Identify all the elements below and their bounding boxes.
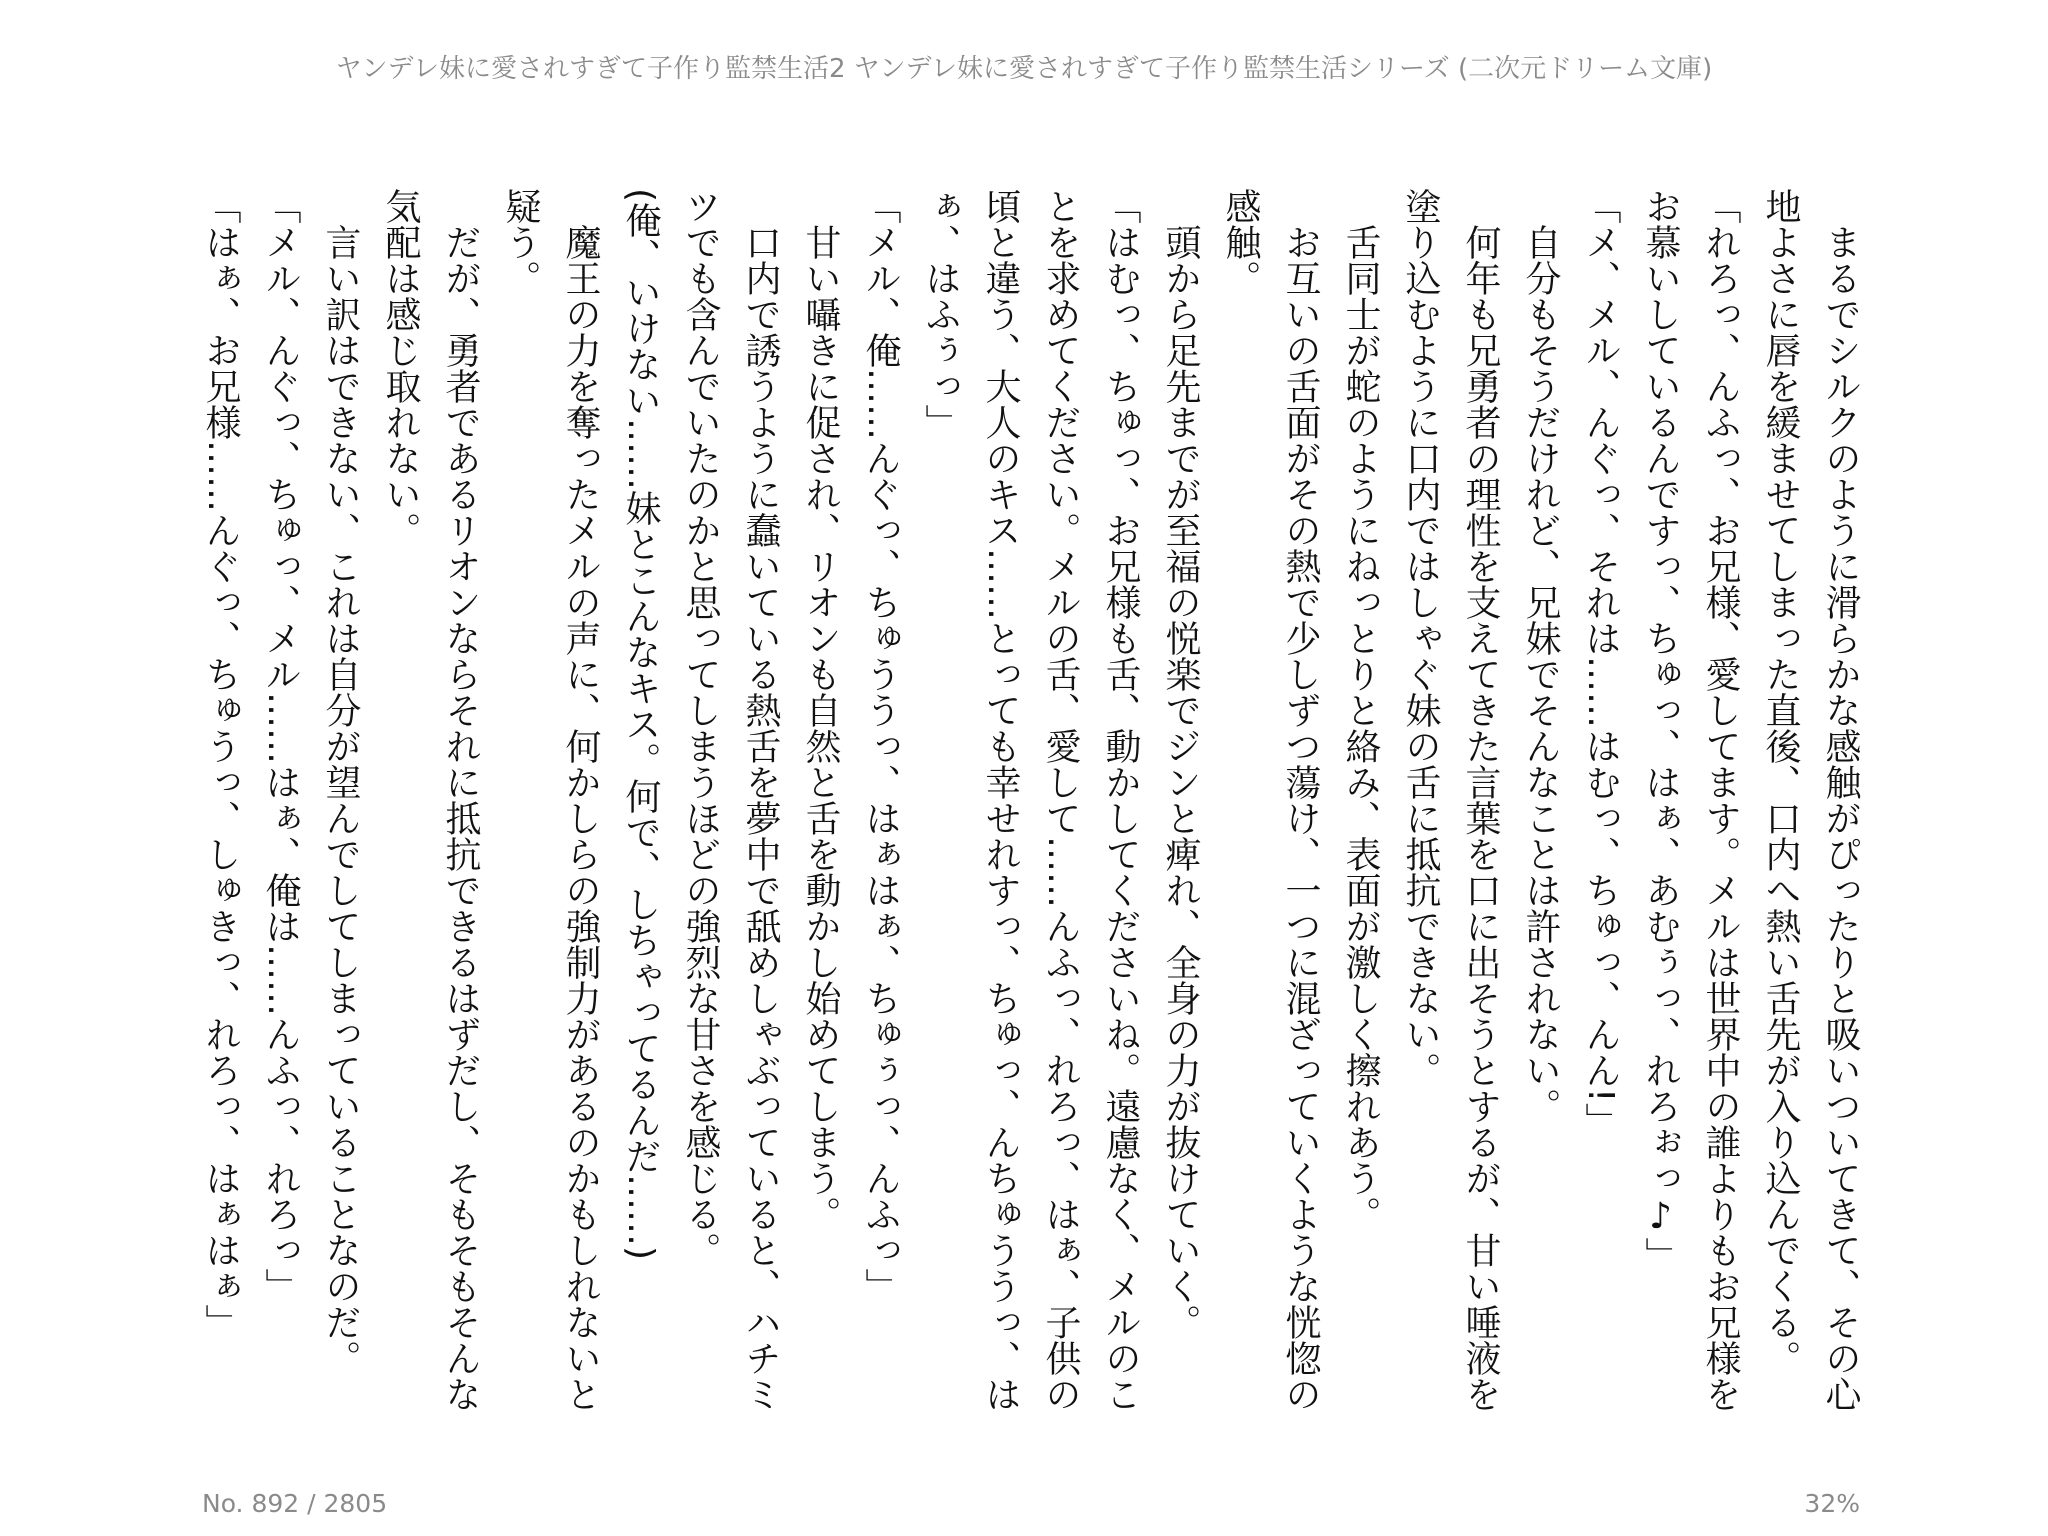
paragraph: 「れろっ、んふっ、お兄様、愛してます。メルは世界中の誰よりもお兄様をお慕いしているんですっ、ちゅっ、はぁ、あむぅっ、れろぉっ♪」 [1640, 188, 1741, 1412]
paragraph: 「メル、俺……んぐっ、ちゅううっ、はぁはぁ、ちゅぅっ、んふっ」 [860, 188, 901, 1304]
paragraph: 舌同士が蛇のようにねっとりと絡み、表面が激しく擦れあう。 [1340, 224, 1381, 1232]
paragraph: 「メ、メル、んぐっ、それは……はむっ、ちゅっ、んん!」 [1580, 188, 1621, 1139]
paragraph: 「はむっ、ちゅっ、お兄様も舌、動かしてくださいね。遠慮なく、メルのことを求めてください。メルの舌、愛して……んふっ、れろっ、はぁ、子供の頃と違う、大人のキス……とっても幸せれすっ、ちゅっ、んちゅううっ、はぁ、はふぅっ」 [920, 188, 1141, 1412]
book-title: ヤンデレ妹に愛されすぎて子作り監禁生活2 ヤンデレ妹に愛されすぎて子作り監禁生活シリーズ (二次元ドリーム文庫) [335, 54, 1713, 84]
paragraph: 頭から足先までが至福の悦楽でジンと痺れ、全身の力が抜けていく。 [1160, 224, 1201, 1340]
paragraph: だが、勇者であるリオンならそれに抵抗できるはずだし、そもそもそんな気配は感じ取れない。 [380, 188, 481, 1412]
paragraph: まるでシルクのように滑らかな感触がぴったりと吸いついてきて、その心地よさに唇を緩ませてしまった直後、口内へ熱い舌先が入り込んでくる。 [1760, 188, 1861, 1412]
paragraph: 口内で誘うように蠢いている熱舌を夢中で舐めしゃぶっていると、ハチミツでも含んでいたのかと思ってしまうほどの強烈な甘さを感じる。 [680, 188, 781, 1412]
page-text[interactable] [200, 188, 1870, 1438]
paragraph: 何年も兄勇者の理性を支えてきた言葉を口に出そうとするが、甘い唾液を塗り込むように口内ではしゃぐ妹の舌に抵抗できない。 [1400, 188, 1501, 1412]
paragraph: 言い訳はできない、これは自分が望んでしてしまっていることなのだ。 [320, 224, 361, 1376]
paragraph: 甘い囁きに促され、リオンも自然と舌を動かし始めてしまう。 [800, 224, 841, 1232]
location-indicator[interactable]: No. 892 / 2805 [202, 1489, 388, 1518]
paragraph: (俺、いけない……妹とこんなキス。何で、しちゃってるんだ……) [620, 188, 661, 1261]
paragraph: 自分もそうだけれど、兄妹でそんなことは許されない。 [1520, 224, 1561, 1124]
paragraph: お互いの舌面がその熱で少しずつ蕩け、一つに混ざっていくような恍惚の感触。 [1220, 188, 1321, 1412]
paragraph: 「はぁ、お兄様……んぐっ、ちゅうっ、しゅきっ、れろっ、はぁはぁ」 [200, 188, 241, 1340]
paragraph: 「メル、んぐっ、ちゅっ、メル……はぁ、俺は……んふっ、れろっ」 [260, 188, 301, 1304]
reading-progress[interactable]: 32% [1804, 1489, 1860, 1518]
paragraph: 魔王の力を奪ったメルの声に、何かしらの強制力があるのかもしれないと疑う。 [500, 188, 601, 1412]
